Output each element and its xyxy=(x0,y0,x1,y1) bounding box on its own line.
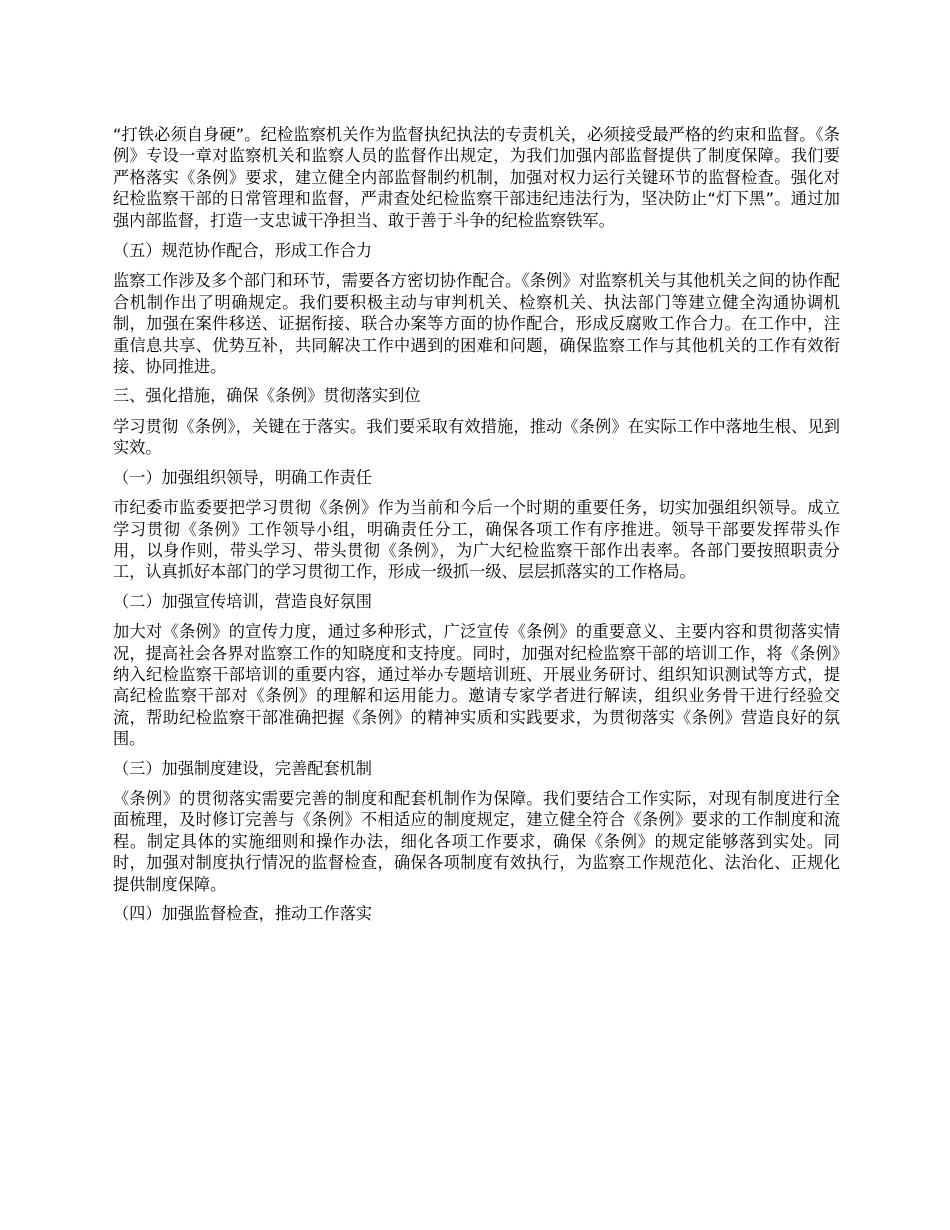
heading-subsection-2: （二）加强宣传培训，营造良好氛围 xyxy=(113,591,372,611)
paragraph-implementation-intro: 学习贯彻《条例》，关键在于落实。我们要采取有效措施，推动《条例》在实际工作中落地生根、见到实效。 xyxy=(113,416,840,458)
paragraph-organization-leadership: 市纪委市监委要把学习贯彻《条例》作为当前和今后一个时期的重要任务，切实加强组织领导。成立学习贯彻《条例》工作领导小组，明确责任分工，确保各项工作有序推进。领导干部要发挥带头作用，以身作则，带头学习、带头贯彻《条例》，为广大纪检监察干部作出表率。各部门要按照职责分工，认真抓好本部门的学习贯彻工作，形成一级抓一级、层层抓落实的工作格局。 xyxy=(113,498,840,582)
heading-subsection-3: （三）加强制度建设，完善配套机制 xyxy=(113,758,372,778)
heading-section-5: （五）规范协作配合，形成工作合力 xyxy=(113,241,372,261)
heading-subsection-4: （四）加强监督检查，推动工作落实 xyxy=(113,904,372,923)
document-page xyxy=(113,124,840,933)
heading-part-3: 三、强化措施，确保《条例》贯彻落实到位 xyxy=(113,386,421,406)
paragraph-internal-supervision: “打铁必须自身硬”。纪检监察机关作为监督执纪执法的专责机关，必须接受最严格的约束和监督。《条例》专设一章对监察机关和监察人员的监督作出规定，为我们加强内部监督提供了制度保障。我们要严格落实《条例》要求，建立健全内部监督制约机制，加强对权力运行关键环节的监督检查。强化对纪检监察干部的日常管理和监督，严肃查处纪检监察干部违纪违法行为，坚决防止“灯下黑”。通过加强内部监督，打造一支忠诚干净担当、敢于善于斗争的纪检监察铁军。 xyxy=(113,125,840,230)
heading-subsection-1: （一）加强组织领导，明确工作责任 xyxy=(113,467,372,487)
paragraph-system-building: 《条例》的贯彻落实需要完善的制度和配套机制作为保障。我们要结合工作实际，对现有制度进行全面梳理，及时修订完善与《条例》不相适应的制度规定，建立健全符合《条例》要求的工作制度和流程。制定具体的实施细则和操作办法，细化各项工作要求，确保《条例》的规定能够落到实处。同时，加强对制度执行情况的监督检查，确保各项制度有效执行，为监察工作规范化、法治化、正规化提供制度保障。 xyxy=(113,788,840,894)
paragraph-coordination: 监察工作涉及多个部门和环节，需要各方密切协作配合。《条例》对监察机关与其他机关之间的协作配合机制作出了明确规定。我们要积极主动与审判机关、检察机关、执法部门等建立健全沟通协调机制，加强在案件移送、证据衔接、联合办案等方面的协作配合，形成反腐败工作合力。在工作中，注重信息共享、优势互补，共同解决工作中遇到的困难和问题，确保监察工作与其他机关的工作有效衔接、协同推进。 xyxy=(113,271,840,377)
paragraph-publicity-training: 加大对《条例》的宣传力度，通过多种形式，广泛宣传《条例》的重要意义、主要内容和贯彻落实情况，提高社会各界对监察工作的知晓度和支持度。同时，加强对纪检监察干部的培训工作，将《条例》纳入纪检监察干部培训的重要内容，通过举办专题培训班、开展业务研讨、组织知识测试等方式，提高纪检监察干部对《条例》的理解和运用能力。邀请专家学者进行解读，组织业务骨干进行经验交流，帮助纪检监察干部准确把握《条例》的精神实质和实践要求，为贯彻落实《条例》营造良好的氛围。 xyxy=(113,622,840,749)
